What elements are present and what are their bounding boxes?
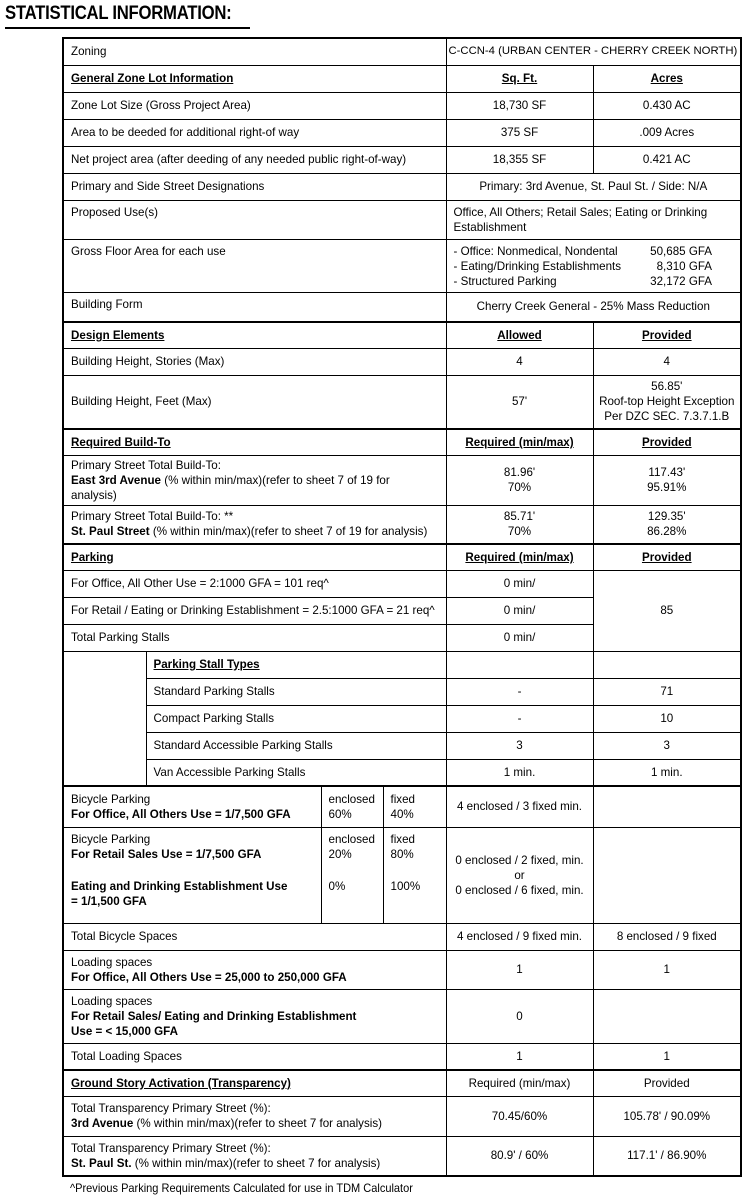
label-rest: (% within min/max)(refer to sheet 7 of 19 for analysis)	[149, 525, 428, 539]
required-value: 0	[446, 989, 593, 1043]
table-row	[63, 119, 741, 146]
label-line: Bicycle Parking	[71, 792, 151, 806]
required-header: Required (min/max)	[446, 544, 593, 570]
value-line: 129.35'	[647, 510, 686, 524]
value-line: 117.43'	[648, 466, 686, 479]
buildto-header: Required Build-To	[63, 429, 446, 455]
label-line: Loading spaces	[71, 955, 153, 969]
provided-line: 56.85'	[651, 380, 683, 394]
value-line: or	[514, 868, 525, 882]
table-row	[63, 146, 741, 173]
title-underline	[5, 27, 250, 29]
label-line	[71, 524, 439, 539]
value-line: 0%	[328, 879, 346, 893]
provided-header: Provided	[593, 322, 741, 348]
label-line: Primary Street Total Build-To:	[71, 458, 221, 472]
row-label: Compact Parking Stalls	[146, 705, 446, 732]
value-line: 0 enclosed / 2 fixed, min.	[455, 853, 584, 867]
row-label: For Retail / Eating or Drinking Establishment = 2.5:1000 GFA = 21 req^	[63, 597, 446, 624]
required-value: 1	[446, 1043, 593, 1070]
sqft-value: 18,730 SF	[446, 92, 593, 119]
table-row	[63, 732, 741, 759]
row-label	[63, 505, 446, 544]
general-header-row	[63, 65, 741, 92]
provided-value: 105.78' / 90.09%	[593, 1096, 741, 1136]
required-value: 1	[446, 950, 593, 989]
row-label	[63, 989, 446, 1043]
table-row	[63, 505, 741, 544]
table-row	[63, 705, 741, 732]
required-value	[446, 455, 593, 505]
parking-header: Parking	[63, 544, 446, 570]
table-row	[63, 923, 741, 950]
indent-cell	[63, 651, 146, 678]
row-label	[63, 786, 321, 827]
label-line: Eating and Drinking Establishment Use	[71, 879, 288, 893]
label-line: Bicycle Parking	[71, 832, 151, 846]
provided-header: Provided	[593, 1070, 741, 1096]
indent-cell	[63, 678, 146, 705]
empty-cell	[593, 827, 741, 923]
provided-line: Roof-top Height Exception	[599, 395, 735, 409]
label-line	[71, 473, 439, 503]
zoning-value: C-CCN-4 (URBAN CENTER - CHERRY CREEK NORTH)	[446, 38, 741, 65]
gfa-label: Gross Floor Area for each use	[63, 239, 446, 292]
table-row	[63, 759, 741, 786]
provided-value: 4	[593, 348, 741, 375]
required-value: 0 min/	[446, 624, 593, 651]
value-line: 85.71'	[503, 510, 536, 524]
provided-value: 71	[593, 678, 741, 705]
provided-value: 1	[593, 950, 741, 989]
footnote: ^Previous Parking Requirements Calculated for use in TDM Calculator	[70, 1182, 413, 1195]
table-row	[63, 950, 741, 989]
transparency-header-row	[63, 1070, 741, 1096]
label-line	[71, 1156, 439, 1171]
provided-value	[593, 505, 741, 544]
provided-value: 1 min.	[593, 759, 741, 786]
label-line: For Office, All Others Use = 25,000 to 250,000 GFA	[71, 970, 347, 984]
sqft-value: 375 SF	[446, 119, 593, 146]
acres-header: Acres	[593, 65, 741, 92]
label-line: Loading spaces	[71, 994, 153, 1008]
design-header: Design Elements	[63, 322, 446, 348]
provided-value: 10	[593, 705, 741, 732]
indent-cell	[63, 705, 146, 732]
label-line: Use = < 15,000 GFA	[71, 1024, 178, 1038]
acres-value: .009 Acres	[593, 119, 741, 146]
form-label: Building Form	[63, 292, 446, 322]
zoning-label: Zoning	[63, 38, 446, 65]
form-value: Cherry Creek General - 25% Mass Reduction	[446, 292, 741, 322]
empty-cell	[593, 786, 741, 827]
required-value	[446, 505, 593, 544]
row-label: Total Parking Stalls	[63, 624, 446, 651]
form-row	[63, 292, 741, 322]
table-row	[63, 348, 741, 375]
value-line: 20%	[328, 847, 352, 861]
design-header-row	[63, 322, 741, 348]
empty-cell	[593, 651, 741, 678]
enclosed-cell	[321, 786, 383, 827]
value-line: 80%	[390, 847, 414, 861]
table-row	[63, 1136, 741, 1176]
required-value: 70.45/60%	[446, 1096, 593, 1136]
gfa-item	[454, 244, 713, 259]
gfa-item	[454, 259, 713, 274]
use-value: Office, All Others; Retail Sales; Eating or Drinking Establishment	[446, 200, 741, 239]
required-value: 4 enclosed / 3 fixed min.	[446, 786, 593, 827]
provided-value: 1	[593, 1043, 741, 1070]
street-name: St. Paul St.	[71, 1156, 132, 1170]
row-label: For Office, All Other Use = 2:1000 GFA = 101 req^	[63, 570, 446, 597]
empty-cell	[446, 651, 593, 678]
transparency-header: Ground Story Activation (Transparency)	[63, 1070, 446, 1096]
allowed-value: 4	[446, 348, 593, 375]
indent-cell	[63, 732, 146, 759]
row-label	[63, 1096, 446, 1136]
row-label: Total Loading Spaces	[63, 1043, 446, 1070]
zoning-row	[63, 38, 741, 65]
gfa-row	[63, 239, 741, 292]
buildto-header-row	[63, 429, 741, 455]
required-value: 1 min.	[446, 759, 593, 786]
provided-value	[593, 455, 741, 505]
gfa-list	[446, 239, 741, 292]
label-line: = 1/1,500 GFA	[71, 894, 147, 908]
row-label: Standard Parking Stalls	[146, 678, 446, 705]
required-value: 0 min/	[446, 597, 593, 624]
table-row	[63, 455, 741, 505]
statistics-table	[62, 37, 742, 1177]
use-label: Proposed Use(s)	[63, 200, 446, 239]
required-value: 3	[446, 732, 593, 759]
use-row	[63, 200, 741, 239]
gfa-use: - Office: Nonmedical, Nondental	[453, 244, 618, 258]
parking-header-row	[63, 544, 741, 570]
street-name: East 3rd Avenue	[71, 473, 161, 487]
street-label: Primary and Side Street Designations	[63, 173, 446, 200]
page-title: STATISTICAL INFORMATION:	[5, 3, 232, 24]
allowed-header: Allowed	[446, 322, 593, 348]
label-rest: (% within min/max)(refer to sheet 7 for analysis)	[133, 1117, 382, 1130]
empty-cell	[593, 989, 741, 1043]
gfa-use: - Structured Parking	[453, 274, 557, 288]
acres-value: 0.421 AC	[593, 146, 741, 173]
enclosed-cell	[321, 827, 383, 923]
label-rest: (% within min/max)(refer to sheet 7 of 19 for analysis)	[71, 473, 390, 502]
stall-types-header: Parking Stall Types	[146, 651, 446, 678]
value-line: 60%	[328, 807, 352, 821]
row-label: Standard Accessible Parking Stalls	[146, 732, 446, 759]
value-line: fixed	[390, 832, 415, 846]
table-row	[63, 375, 741, 429]
value-line: 86.28%	[647, 525, 687, 539]
value-line: 95.91%	[647, 481, 687, 494]
gfa-value: 50,685 GFA	[650, 244, 713, 258]
value-line: fixed	[390, 792, 415, 806]
required-value: 0 min/	[446, 570, 593, 597]
parking-provided-value: 85	[593, 570, 741, 651]
value-line: 70%	[507, 525, 532, 539]
street-name: 3rd Avenue	[71, 1117, 134, 1130]
row-label: Van Accessible Parking Stalls	[146, 759, 446, 786]
gfa-item	[454, 274, 713, 289]
label-line: For Office, All Others Use = 1/7,500 GFA	[71, 807, 291, 821]
street-name: St. Paul Street	[71, 525, 150, 539]
value-line: 70%	[507, 481, 532, 494]
value-line: 0 enclosed / 6 fixed, min.	[455, 883, 584, 897]
sqft-value: 18,355 SF	[446, 146, 593, 173]
required-value: 4 enclosed / 9 fixed min.	[446, 923, 593, 950]
label-line: Total Transparency Primary Street (%):	[71, 1102, 271, 1115]
label-line: Total Transparency Primary Street (%):	[71, 1141, 271, 1155]
fixed-cell	[383, 827, 446, 923]
label-line: For Retail Sales/ Eating and Drinking Establishment	[71, 1009, 357, 1023]
provided-value: 117.1' / 86.90%	[593, 1136, 741, 1176]
value-line: enclosed	[328, 792, 375, 806]
row-label: Building Height, Feet (Max)	[63, 375, 446, 429]
bicycle-retail-row	[63, 827, 741, 923]
allowed-value: 57'	[446, 375, 593, 429]
indent-cell	[63, 759, 146, 786]
row-label: Building Height, Stories (Max)	[63, 348, 446, 375]
acres-value: 0.430 AC	[593, 92, 741, 119]
fixed-cell	[383, 786, 446, 827]
table-row	[63, 678, 741, 705]
provided-value: 3	[593, 732, 741, 759]
label-rest: (% within min/max)(refer to sheet 7 for analysis)	[131, 1156, 381, 1170]
row-label	[63, 1136, 446, 1176]
table-row	[63, 92, 741, 119]
row-label: Net project area (after deeding of any needed public right-of-way)	[63, 146, 446, 173]
row-label	[63, 950, 446, 989]
row-label: Total Bicycle Spaces	[63, 923, 446, 950]
label-line: Primary Street Total Build-To: **	[71, 510, 234, 524]
table-row	[63, 1096, 741, 1136]
required-header: Required (min/max)	[446, 1070, 593, 1096]
row-label: Area to be deeded for additional right-of way	[63, 119, 446, 146]
value-line: 100%	[390, 879, 421, 893]
required-value: -	[446, 705, 593, 732]
required-value: -	[446, 678, 593, 705]
street-row	[63, 173, 741, 200]
required-value	[446, 827, 593, 923]
label-line	[71, 1116, 439, 1131]
row-label	[63, 455, 446, 505]
table-row	[63, 989, 741, 1043]
row-label: Zone Lot Size (Gross Project Area)	[63, 92, 446, 119]
table-row	[63, 1043, 741, 1070]
table-row	[63, 651, 741, 678]
value-line: 81.96'	[503, 466, 536, 479]
table-row	[63, 570, 741, 597]
required-value: 80.9' / 60%	[446, 1136, 593, 1176]
general-header: General Zone Lot Information	[63, 65, 446, 92]
provided-value	[593, 375, 741, 429]
provided-value: 8 enclosed / 9 fixed	[593, 923, 741, 950]
row-label	[63, 827, 321, 923]
required-header: Required (min/max)	[446, 429, 593, 455]
label-line: For Retail Sales Use = 1/7,500 GFA	[71, 847, 262, 861]
value-line: 40%	[390, 807, 414, 821]
bicycle-office-row	[63, 786, 741, 827]
gfa-value: 8,310 GFA	[656, 259, 713, 273]
gfa-use: - Eating/Drinking Establishments	[453, 259, 622, 273]
sqft-header: Sq. Ft.	[446, 65, 593, 92]
provided-header: Provided	[593, 544, 741, 570]
gfa-value: 32,172 GFA	[650, 274, 713, 288]
provided-line: Per DZC SEC. 7.3.7.1.B	[604, 410, 730, 424]
value-line: enclosed	[328, 832, 375, 846]
provided-header: Provided	[593, 429, 741, 455]
street-value: Primary: 3rd Avenue, St. Paul St. / Side: N/A	[446, 173, 741, 200]
